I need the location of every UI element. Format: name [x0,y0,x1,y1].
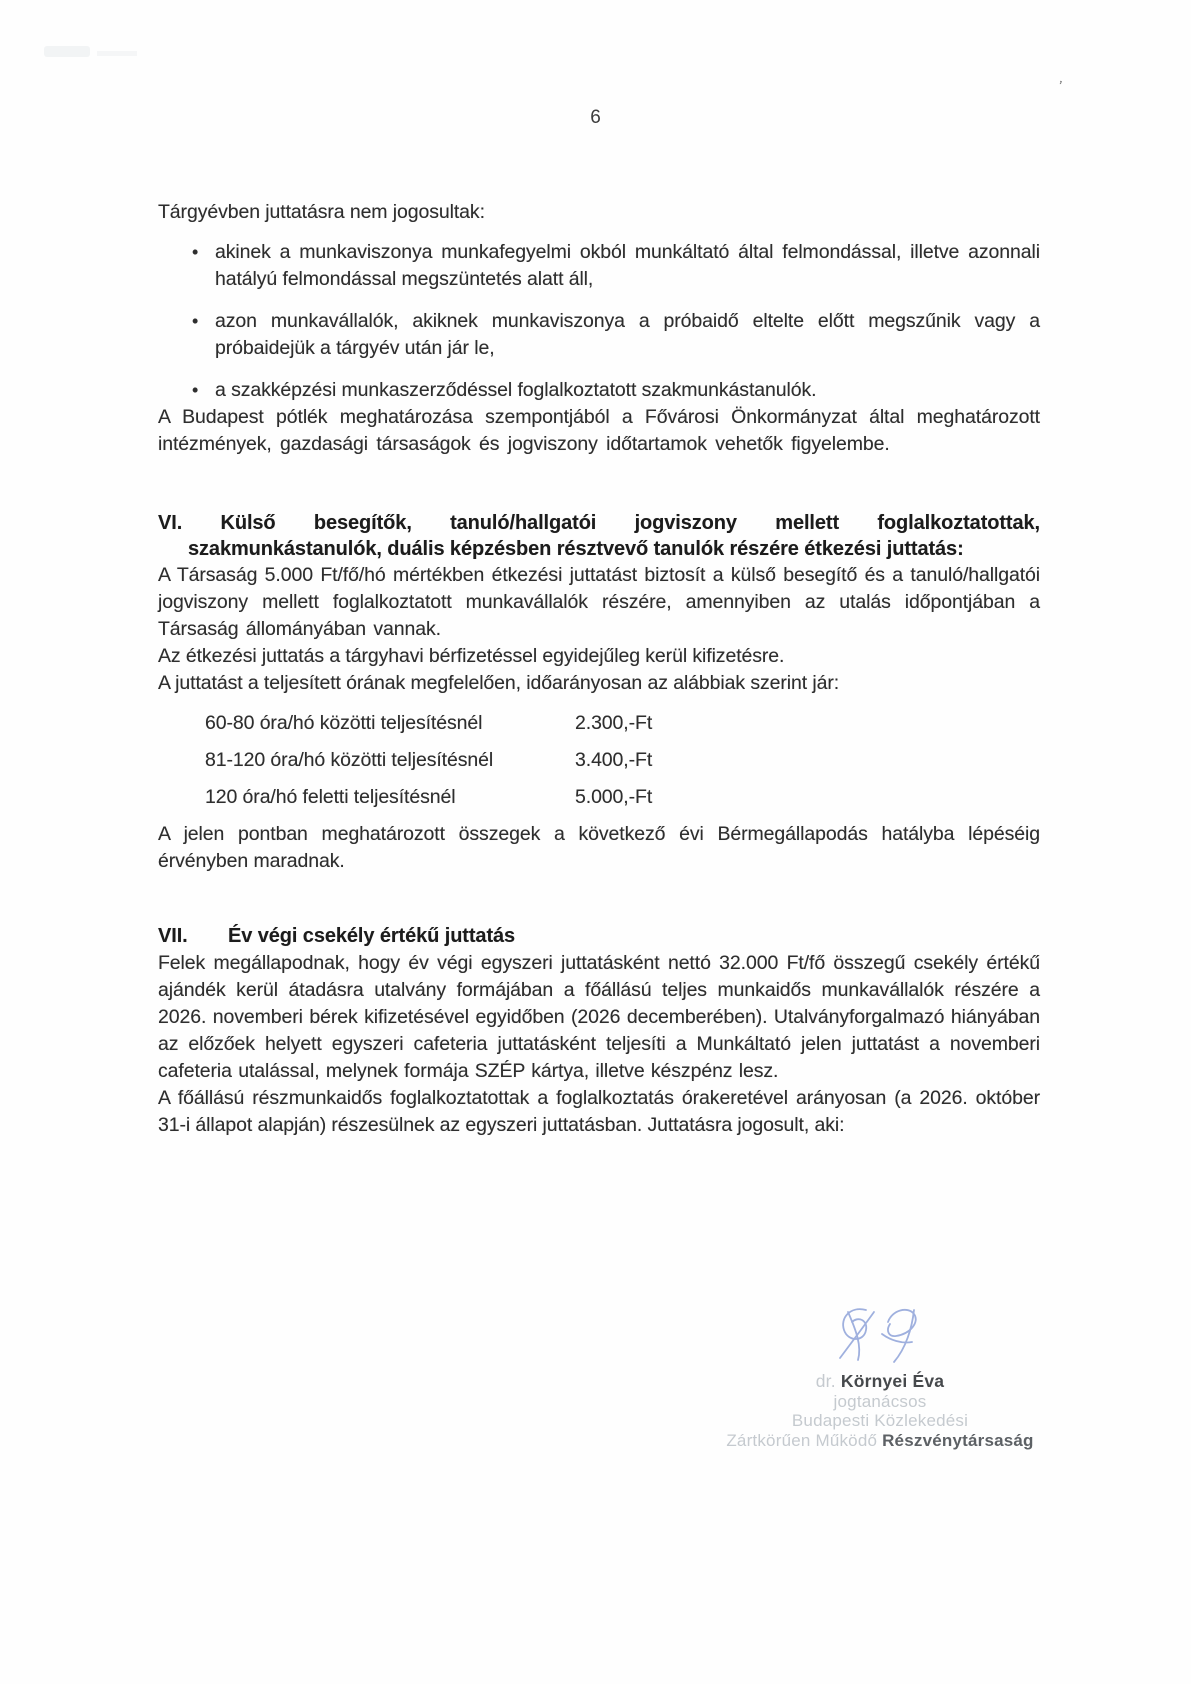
bullet-list [158,239,1040,404]
section-vi-title: Külső besegítők, tanuló/hallgatói jogviszony mellett foglalkoztatottak, szakmunkástanulók, duális képzésben résztvevő tanulók részére étkezési juttatás: [188,512,1040,560]
company-name-line2-dark: Részvénytársaság [882,1430,1034,1450]
scan-corner-mark: ’ [1055,77,1064,96]
rate-label: 81-120 óra/hó közötti teljesítésnél [205,749,494,771]
section-vi-heading [158,510,1040,562]
paragraph-payment-timing: Az étkezési juttatás a tárgyhavi bérfizetéssel egyidejűleg kerül kifizetésre. [158,645,785,667]
table-row [158,747,1040,774]
table-row [158,710,1040,737]
paragraph-validity: A jelen pontban meghatározott összegek a következő évi Bérmegállapodás hatályba lépéséig érvényben maradnak. [158,823,1040,872]
company-name-line2 [690,1431,1070,1451]
section-vi-numeral: VI. [158,512,183,534]
signer-name-line [690,1372,1070,1392]
signature-block [690,1304,1070,1450]
table-row [158,784,1040,811]
page-number: 6 [590,107,601,128]
paragraph-meal-allowance: A Társaság 5.000 Ft/fő/hó mértékben étkezési juttatást biztosít a külső besegítő és a tanuló/hallgatói jogviszony mellett foglalkoztatott munkavállalók részére, amennyiben az utalás időpontjában a Társaság állományában vannak. [158,564,1040,640]
list-item: • a szakképzési munkaszerződéssel foglalkoztatott szakmunkástanulók. [158,377,1040,404]
list-item: • azon munkavállalók, akiknek munkaviszonya a próbaidő eltelte előtt megszűnik vagy a próbaidejük a tárgyév után jár le, [158,308,1040,362]
company-name-line2-light: Zártkörűen Működő [726,1430,878,1450]
rate-label: 120 óra/hó feletti teljesítésnél [205,786,456,808]
rate-amount: 3.400,-Ft [575,749,653,771]
rate-amount: 2.300,-Ft [575,712,653,734]
signature-squiggle [832,1304,928,1370]
rate-table [158,710,1040,811]
section-vii-title: Év végi csekély értékű juttatás [228,925,516,947]
list-item: • akinek a munkaviszonya munkafegyelmi okból munkáltató által felmondással, illetve azonnali hatályú felmondással megszüntetés alatt áll, [158,239,1040,293]
section-vii-heading [158,923,1040,950]
paragraph-budapest-allowance: A Budapest pótlék meghatározása szempontjából a Fővárosi Önkormányzat által meghatározott intézmények, gazdasági társaságok és jogviszony időtartamok vehetők figyelembe. [158,406,1040,455]
signer-role: jogtanácsos [833,1391,927,1411]
paragraph-year-end-gift: Felek megállapodnak, hogy év végi egyszeri juttatásként nettó 32.000 Ft/fő összegű csekély értékű ajándék kerül átadásra utalvány formájában a főállású teljes munkaidős munkavállalók részére a 2026. novemberi bérek kifizetésével egyidőben (2026 decemberében). Utalványforgalmazó hiányában az előzőek helyett egyszeri cafeteria juttatásként teljesíti a Munkáltató jelen juttatást a novemberi cafeteria utalással, melynek formája SZÉP kártya, illetve készpénz lesz. [158,952,1040,1082]
signer-name-prefix: dr. [815,1371,836,1391]
paragraph-not-eligible-lead: Tárgyévben juttatásra nem jogosultak: [158,201,485,223]
paragraph-part-time: A főállású részmunkaidős foglalkoztatottak a foglalkoztatás órakeretével arányosan (a 2026. október 31-i állapot alapján) részesülnek az egyszeri juttatásban. Juttatásra jogosult, aki: [158,1087,1040,1136]
company-stamp [690,1372,1070,1450]
company-name-line1: Budapesti Közlekedési [791,1411,969,1430]
rate-label: 60-80 óra/hó közötti teljesítésnél [205,712,483,734]
signer-name: Környei Éva [840,1371,945,1391]
section-vii-numeral: VII. [158,925,188,947]
paragraph-prorata-intro: A juttatást a teljesített órának megfelelően, időarányosan az alábbiak szerint jár: [158,672,840,694]
rate-amount: 5.000,-Ft [575,786,653,808]
